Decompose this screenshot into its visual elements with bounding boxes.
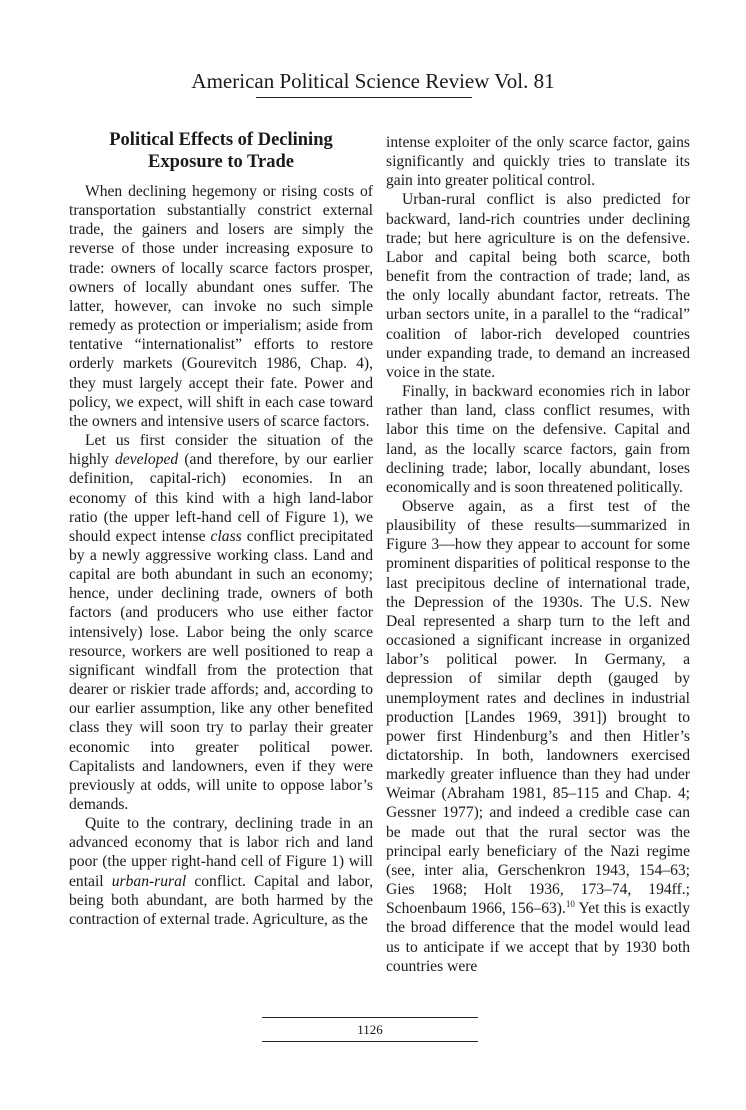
left-column — [69, 129, 373, 929]
folio-rule-top — [262, 1017, 478, 1018]
paragraph: Urban-rural conflict is also predicted for backward, land-rich countries under declining trade; but here agriculture is on the defensive. Labor and capital being both scarce, both benefit from the contraction of trade; land, as the only locally abundant factor, retreats. The urban sectors unite, in a parallel to the “radical” coalition of labor-rich developed countries under expanding trade, to demand an increased voice in the state. — [386, 191, 690, 381]
text-run: Observe again, as a first test of the plausibility of these results—summarized in Figure 3—how they appear to account for some prominent disparities of political response to the last precipitous decline of international trade, the Depression of the 1930s. The U.S. New Deal represented a sharp turn to the left and occasioned a significant increase in organized labor’s political power. In Germany, a depression of similar depth (gauged by unemployment rates and declines in industrial production [Landes 1969, 391]) brought to power first Hindenburg’s and then Hitler’s dictatorship. In both, landowners exercised markedly greater influence than they had under Weimar (Abraham 1981, 85–115 and Chap. 4; Gessner 1977); and indeed a credible case can be made out that the rural sector was the principal early beneficiary of the Nazi regime (see, inter alia, Gerschenkron 1943, 154–63; Gies 1968; Holt 1936, 173–74, 194ff.; Schoenbaum 1966, 156–63). — [386, 497, 690, 918]
text-run: Quite to the contrary, declining trade in an advanced economy that is labor rich and land poor (the upper right-hand cell of Figure 1) will entail — [69, 815, 373, 890]
section-title-line-2: Exposure to Trade — [148, 152, 294, 172]
paragraph — [386, 497, 690, 976]
text-run: Let us first consider the situation of the highly — [69, 432, 373, 469]
paragraph — [69, 814, 373, 929]
section-title — [69, 129, 373, 173]
text-run: Yet this is exactly the broad difference that the model would lead us to anticipate if we accept that by 1930 both countries were — [386, 900, 691, 975]
paragraph: When declining hegemony or rising costs of transportation substantially constrict external trade, the gainers and losers are simply the reverse of those under increasing exposure to trade: owners of locally scarce factors prosper, owners of locally abundant ones suffer. The latter, however, can invoke no such simple remedy as protection or imperialism; aside from tentative “internationalist” efforts to restore orderly markets (Gourevitch 1986, Chap. 4), they must largely accept their fate. Power and policy, we expect, will shift in each case toward the owners and intensive users of scarce factors. — [69, 183, 373, 430]
footnote-marker[interactable]: 10 — [565, 899, 575, 910]
text-run: conflict precipitated by a newly aggressive working class. Land and capital are both abundant in such an economy; hence, under declining trade, owners of both factors (and producers who use either factor intensively) lose. Labor being the only scarce resource, workers are well positioned to reap a significant windfall from the protection that dearer or riskier trade affords; and, according to our earlier assumption, like any other benefited class they will soon try to parlay their greater economic into greater political power. Capitalists and landowners, even if they were previously at odds, will unite to oppose labor’s demands. — [69, 527, 373, 813]
text-run: conflict. Capital and labor, being both abundant, are both harmed by the contraction of external trade. Agriculture, as the — [69, 872, 373, 928]
emphasis: developed — [115, 451, 179, 469]
page-number: 1126 — [357, 1022, 383, 1037]
running-head-rule — [256, 97, 472, 98]
text-run: (and therefore, by our earlier definition, capital-rich) economies. In an economy of this kind with a high land-labor ratio (the upper left-hand cell of Figure 1), we should expect intense — [69, 451, 373, 545]
paragraph: intense exploiter of the only scarce factor, gains significantly and quickly tries to translate its gain into greater political control. — [386, 134, 690, 190]
section-title-line-1: Political Effects of Declining — [109, 130, 333, 150]
emphasis: class — [210, 527, 242, 545]
paragraph — [69, 431, 373, 814]
right-column — [386, 133, 690, 976]
running-head: American Political Science Review Vol. 81 — [191, 69, 555, 93]
paragraph: Finally, in backward economies rich in labor rather than land, class conflict resumes, with labor this time on the defensive. Capital and land, as the locally scarce factors, gain from declining trade; labor, locally abundant, loses economically and is soon threatened politically. — [386, 383, 690, 496]
emphasis: urban-rural — [111, 872, 187, 890]
folio-rule-bottom — [262, 1041, 478, 1042]
